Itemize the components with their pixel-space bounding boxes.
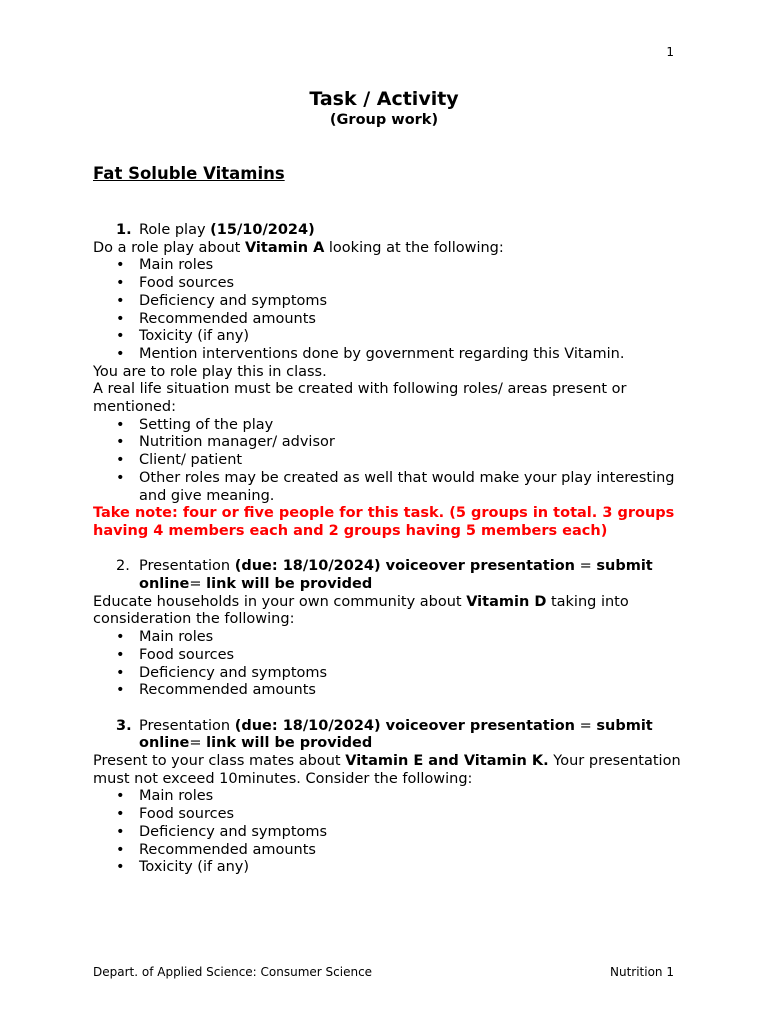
task-label: Role play [139,222,206,238]
task-2-items [93,629,683,700]
list-item: • Main roles [93,788,683,806]
page-subtitle: (Group work) [329,112,439,128]
list-item: • Toxicity (if any) [93,328,683,346]
task-2-intro [93,594,683,629]
list-item: • Food sources [93,806,683,824]
intro-vitamin: Vitamin D [466,593,547,610]
list-item: • Recommended amounts [93,682,683,700]
list-item: • Deficiency and symptoms [93,824,683,842]
task-link-note: link will be provided [206,576,373,593]
task-link-note: link will be provided [206,735,373,752]
intro-text: Educate households in your own community about [93,593,462,610]
list-item: • Deficiency and symptoms [93,665,683,683]
intro-text: looking at the following: [328,239,504,256]
task-submit: submit online [139,558,653,593]
task-1-items [93,257,683,363]
footer-course: Nutrition 1 [610,965,674,979]
footer-department: Depart. of Applied Science: Consumer Science [93,965,373,979]
task-1-intro [93,240,683,258]
list-item: • Deficiency and symptoms [93,293,683,311]
task-1-note: Take note: four or five people for this task. (5 groups in total. 3 groups having 4 members each and 2 groups having 5 members each) [93,505,675,539]
list-item: • Recommended amounts [93,842,683,860]
intro-text: Your presentation must not exceed 10minutes. Consider the following: [93,753,681,787]
list-item: • Toxicity (if any) [93,859,683,877]
task-number: 3. [116,717,132,734]
equals-sign: = [579,558,592,575]
list-item: • Setting of the play [93,417,683,435]
intro-vitamin: Vitamin E and Vitamin K. [345,753,549,770]
intro-text: Do a role play about [93,239,241,256]
page-number: 1 [666,45,674,59]
task-3-heading [93,718,683,753]
task-label: Presentation [139,558,231,575]
list-item: • Mention interventions done by government regarding this Vitamin. [93,346,683,364]
equals-sign: = [189,735,202,752]
task-3-items [93,788,683,877]
page-title: Task / Activity [309,88,459,110]
task-3-intro [93,753,683,788]
list-item: • Recommended amounts [93,311,683,329]
task-number: 1. [116,222,132,238]
intro-text: taking into consideration the following: [93,593,629,628]
list-item: • Main roles [93,629,683,647]
equals-sign: = [189,576,202,593]
task-1-heading [93,222,683,240]
task-submit: submit online [139,717,653,752]
list-item: • Client/ patient [93,452,683,470]
intro-vitamin: Vitamin A [244,239,325,256]
list-item: • Other roles may be created as well that would make your play interesting and give meaning. [93,470,683,505]
task-due: (due: 18/10/2024) voiceover presentation [234,558,575,575]
task-2-heading [93,558,683,593]
section-heading: Fat Soluble Vitamins [93,164,285,183]
task-number: 2. [116,558,130,575]
task-date: (15/10/2024) [210,222,315,238]
list-item: • Food sources [93,647,683,665]
list-item: • Food sources [93,275,683,293]
document-body [93,222,683,877]
task-1-class-line: You are to role play this in class. [93,363,327,380]
equals-sign: = [579,717,592,734]
intro-text: Present to your class mates about [93,753,341,770]
task-1-roles [93,417,683,506]
task-label: Presentation [139,717,231,734]
list-item: • Nutrition manager/ advisor [93,434,683,452]
task-due: (due: 18/10/2024) voiceover presentation [234,717,575,734]
task-1-situation-line: A real life situation must be created with following roles/ areas present or mentioned: [93,381,627,416]
list-item: • Main roles [93,257,683,275]
